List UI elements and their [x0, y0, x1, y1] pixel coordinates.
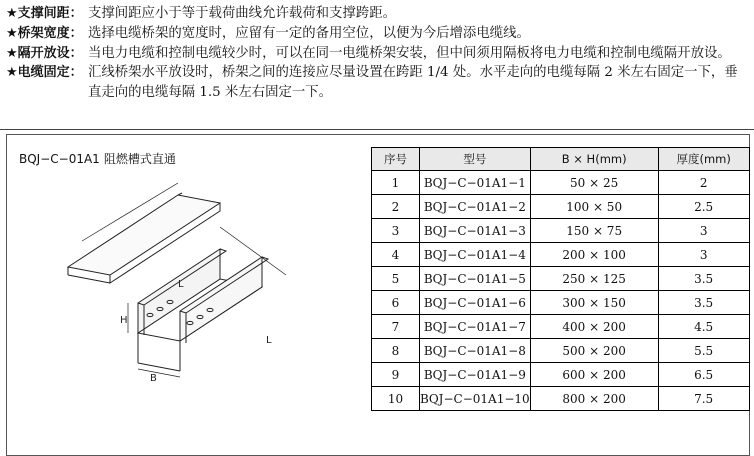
cell-index: 4: [372, 243, 420, 267]
cell-size: 500 × 200: [530, 339, 658, 363]
cell-model: BQJ−C−01A1−7: [420, 315, 531, 339]
cell-thickness: 4.5: [658, 315, 749, 339]
cell-size: 400 × 200: [530, 315, 658, 339]
cell-model: BQJ−C−01A1−1: [420, 171, 531, 195]
cell-thickness: 3.5: [658, 267, 749, 291]
cable-tray-diagram: [60, 183, 330, 383]
cell-model: BQJ−C−01A1−6: [420, 291, 531, 315]
header-model: 型号: [420, 148, 531, 171]
cell-size: 300 × 150: [530, 291, 658, 315]
note-label: ★桥架宽度：: [6, 25, 83, 41]
product-code: BQJ−C−01A1: [19, 152, 100, 166]
cell-model: BQJ−C−01A1−10: [420, 387, 531, 411]
cell-index: 8: [372, 339, 420, 363]
table-row: [372, 339, 750, 363]
product-name: 阻燃槽式直通: [103, 152, 176, 166]
header-size: B × H(mm): [530, 148, 658, 171]
table-row: [372, 171, 750, 195]
cell-size: 800 × 200: [530, 387, 658, 411]
cell-thickness: 3.5: [658, 291, 749, 315]
table-row: [372, 267, 750, 291]
table-row: [372, 315, 750, 339]
installation-notes: [6, 4, 750, 103]
cell-thickness: 2.5: [658, 195, 749, 219]
cell-size: 200 × 100: [530, 243, 658, 267]
cell-index: 10: [372, 387, 420, 411]
cell-size: 250 × 125: [530, 267, 658, 291]
width-label: B: [150, 373, 157, 383]
cell-thickness: 3: [658, 243, 749, 267]
cell-thickness: 2: [658, 171, 749, 195]
note-tray-width: [6, 24, 750, 44]
note-label: ★支撑间距：: [6, 6, 83, 21]
note-support-spacing: [6, 4, 750, 24]
length-label: L: [266, 335, 272, 346]
product-title: [15, 150, 176, 167]
header-thickness: 厚度(mm): [658, 148, 749, 171]
cell-index: 9: [372, 363, 420, 387]
note-label: ★隔开放设：: [6, 45, 83, 61]
cell-thickness: 7.5: [658, 387, 749, 411]
divider: [0, 129, 754, 130]
cell-size: 600 × 200: [530, 363, 658, 387]
cell-model: BQJ−C−01A1−8: [420, 339, 531, 363]
cell-model: BQJ−C−01A1−3: [420, 219, 531, 243]
table-header-row: [372, 148, 750, 171]
cell-model: BQJ−C−01A1−2: [420, 195, 531, 219]
cell-size: 150 × 75: [530, 219, 658, 243]
cell-thickness: 3: [658, 219, 749, 243]
note-text: 当电力电缆和控制电缆较少时，可以在同一电缆桥架安装，但中间须用隔板将电力电缆和控制电缆隔开放设。: [88, 45, 731, 61]
table-row: [372, 195, 750, 219]
cell-index: 7: [372, 315, 420, 339]
cell-model: BQJ−C−01A1−4: [420, 243, 531, 267]
note-cable-fixing: [6, 63, 750, 103]
cover-plate: [68, 195, 220, 275]
height-label: H: [120, 315, 128, 326]
table-row: [372, 243, 750, 267]
cell-index: 1: [372, 171, 420, 195]
length-label: L: [178, 279, 184, 290]
header-index: 序号: [372, 148, 420, 171]
cell-model: BQJ−C−01A1−9: [420, 363, 531, 387]
cell-index: 2: [372, 195, 420, 219]
cell-thickness: 5.5: [658, 339, 749, 363]
table-row: [372, 219, 750, 243]
cell-index: 6: [372, 291, 420, 315]
cell-thickness: 6.5: [658, 363, 749, 387]
cell-index: 5: [372, 267, 420, 291]
table-row: [372, 291, 750, 315]
note-separate-laying: [6, 44, 750, 64]
note-text: 选择电缆桥架的宽度时，应留有一定的备用空位，以便为今后增添电缆线。: [88, 25, 530, 41]
cell-index: 3: [372, 219, 420, 243]
note-label: ★电缆固定：: [6, 65, 83, 81]
note-text: 支撑间距应小于等于载荷曲线允许载荷和支撑跨距。: [88, 6, 396, 21]
table-row: [372, 363, 750, 387]
cell-model: BQJ−C−01A1−5: [420, 267, 531, 291]
spec-table: [371, 147, 750, 411]
cell-size: 100 × 50: [530, 195, 658, 219]
cell-size: 50 × 25: [530, 171, 658, 195]
note-text: 汇线桥架水平放设时，桥架之间的连接应尽量设置在跨距 1/4 处。水平走向的电缆每隔 2 米左右固定一下，垂直走向的电缆每隔 1.5 米左右固定一下。: [88, 65, 738, 101]
table-row: [372, 387, 750, 411]
